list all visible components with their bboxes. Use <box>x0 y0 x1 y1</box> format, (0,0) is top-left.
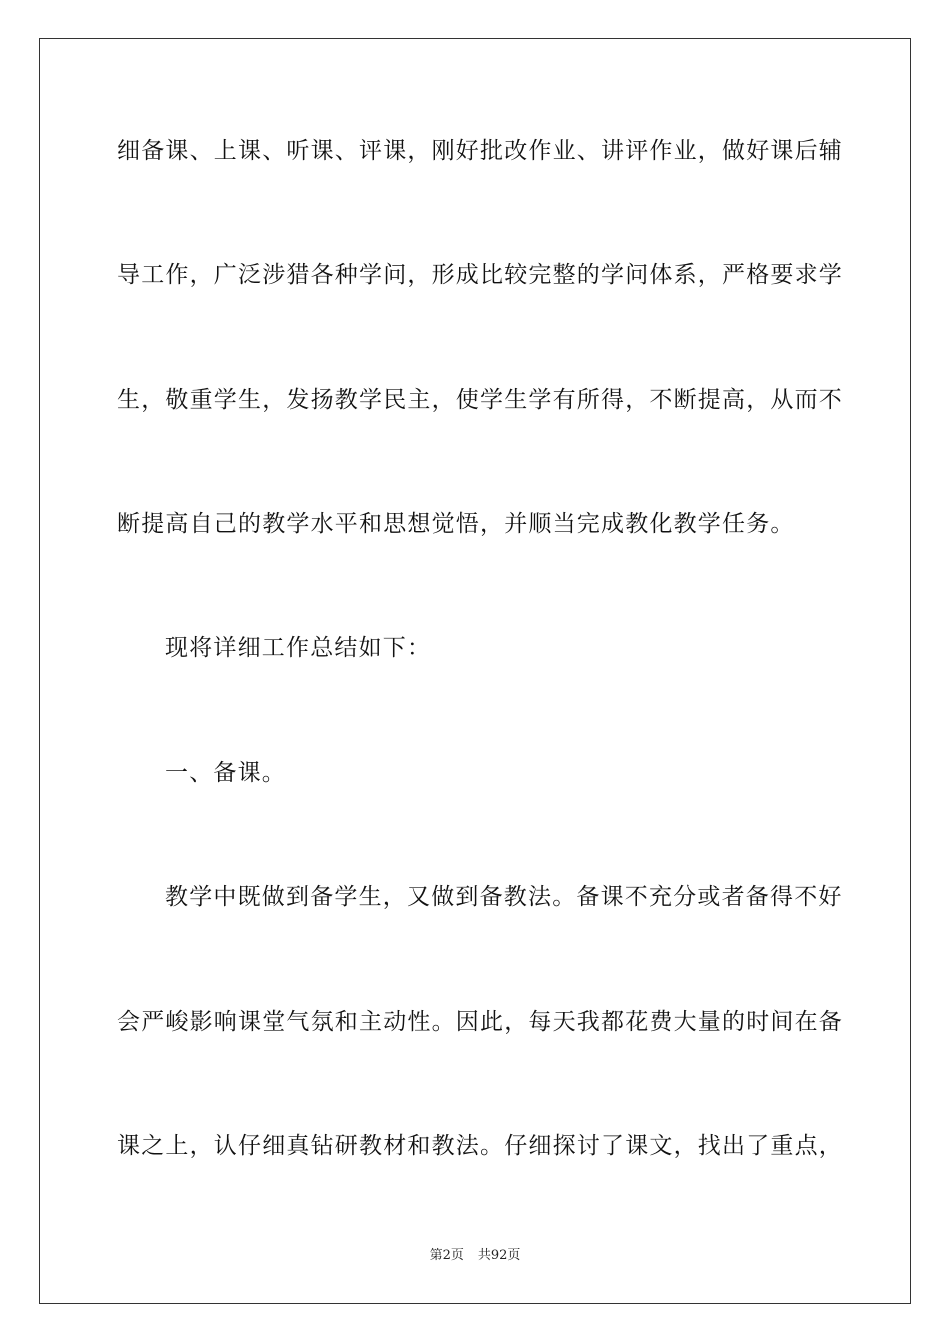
page-number: 第2页 <box>429 1248 464 1263</box>
page-total: 共92页 <box>477 1248 521 1263</box>
text-line: 课之上，认仔细真钻研教材和教法。仔细探讨了课文，找出了重点， <box>117 1133 843 1159</box>
text-line: 生，敬重学生，发扬教学民主，使学生学有所得，不断提高，从而不 <box>117 387 843 413</box>
text-line: 会严峻影响课堂气氛和主动性。因此，每天我都花费大量的时间在备 <box>117 1009 843 1035</box>
paragraph-intro: 现将详细工作总结如下： <box>165 635 432 661</box>
text-line: 教学中既做到备学生，又做到备教法。备课不充分或者备得不好 <box>165 884 843 910</box>
text-line: 断提高自己的教学水平和思想觉悟，并顺当完成教化教学任务。 <box>117 511 795 537</box>
text-line: 导工作，广泛涉猎各种学问，形成比较完整的学问体系，严格要求学 <box>117 262 843 288</box>
page-border <box>39 38 911 1304</box>
section-heading: 一、备课。 <box>165 760 286 786</box>
page-footer <box>0 1247 950 1265</box>
text-line: 细备课、上课、听课、评课，刚好批改作业、讲评作业，做好课后辅 <box>117 138 843 164</box>
